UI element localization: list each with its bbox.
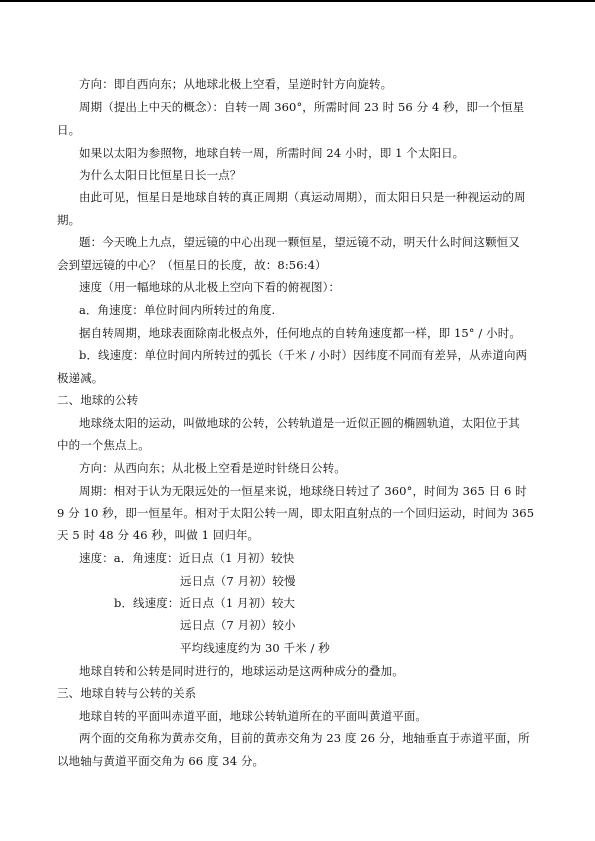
text-line: 周期：相对于认为无限远处的一恒星来说，地球绕日转过了 360°，时间为 365 日 6 时 [79,484,527,498]
text-line: 如果以太阳为参照物，地球自转一周，所需时间 24 小时，即 1 个太阳日。 [79,146,465,160]
speed-line: 远日点（7 月初）较小 [180,618,296,632]
text-line: 地球自转的平面叫赤道平面，地球公转轨道所在的平面叫黄道平面。 [79,709,427,723]
text-line: 会到望远镜的中心？（恒星日的长度，故：8:56:4） [57,258,327,272]
text-line: 据自转周期，地球表面除南北极点外，任何地点的自转角速度都一样，即 15° / 小时。 [79,326,521,340]
speed-line: 速度：a．角速度：近日点（1 月初）较快 [79,551,295,565]
section-heading: 二、地球的公转 [57,393,139,407]
text-line: a．角速度：单位时间内所转过的角度. [79,303,276,317]
text-line: 周期（提出上中天的概念）：自转一周 360°，所需时间 23 时 56 分 4 秒，即一个恒星 [79,100,525,114]
text-line: 期。 [57,213,81,227]
text-line: 地球自转和公转是同时进行的，地球运动是这两种成分的叠加。 [79,664,404,678]
text-line: 极递减。 [57,371,104,385]
text-line: 为什么太阳日比恒星日长一点？ [79,168,242,182]
text-line: 以地轴与黄道平面交角为 66 度 34 分。 [57,754,265,768]
text-line: 方向：从西向东；从北极上空看是逆时针绕日公转。 [79,461,346,475]
text-line: 日。 [57,123,81,137]
text-line: 题：今天晚上九点，望远镜的中心出现一颗恒星，望远镜不动，明天什么时间这颗恒又 [79,235,520,249]
text-line: 天 5 时 48 分 46 秒，叫做 1 回归年。 [57,528,260,542]
speed-line: 平均线速度约为 30 千米 / 秒 [180,641,330,655]
speed-line: b．线速度：近日点（1 月初）较大 [114,596,296,610]
text-line: 速度（用一幅地球的从北极上空向下看的俯视图）： [79,280,341,294]
text-line: 由此可见，恒星日是地球自转的真正周期（真运动周期），而太阳日只是一种视运动的周 [79,190,526,204]
text-line: 中的一个焦点上。 [57,438,150,452]
text-line: 两个面的交角称为黄赤交角，目前的黄赤交角为 23 度 26 分，地轴垂直于赤道平面，所 [79,731,530,745]
speed-line: 远日点（7 月初）较慢 [180,574,296,588]
text-line: 9 分 10 秒，即一恒星年。相对于太阳公转一周，即太阳直射点的一个回归运动，时间为 365 [57,506,535,520]
text-line: 方向：即自西向东；从地球北极上空看，呈逆时针方向旋转。 [79,77,393,91]
section-heading: 三、地球自转与公转的关系 [57,686,197,700]
text-line: b．线速度：单位时间内所转过的弧长（千米 / 小时）因纬度不同而有差异，从赤道向两 [79,348,528,362]
text-line: 地球绕太阳的运动，叫做地球的公转，公转轨道是一近似正圆的椭圆轨道，太阳位于其 [79,416,520,430]
